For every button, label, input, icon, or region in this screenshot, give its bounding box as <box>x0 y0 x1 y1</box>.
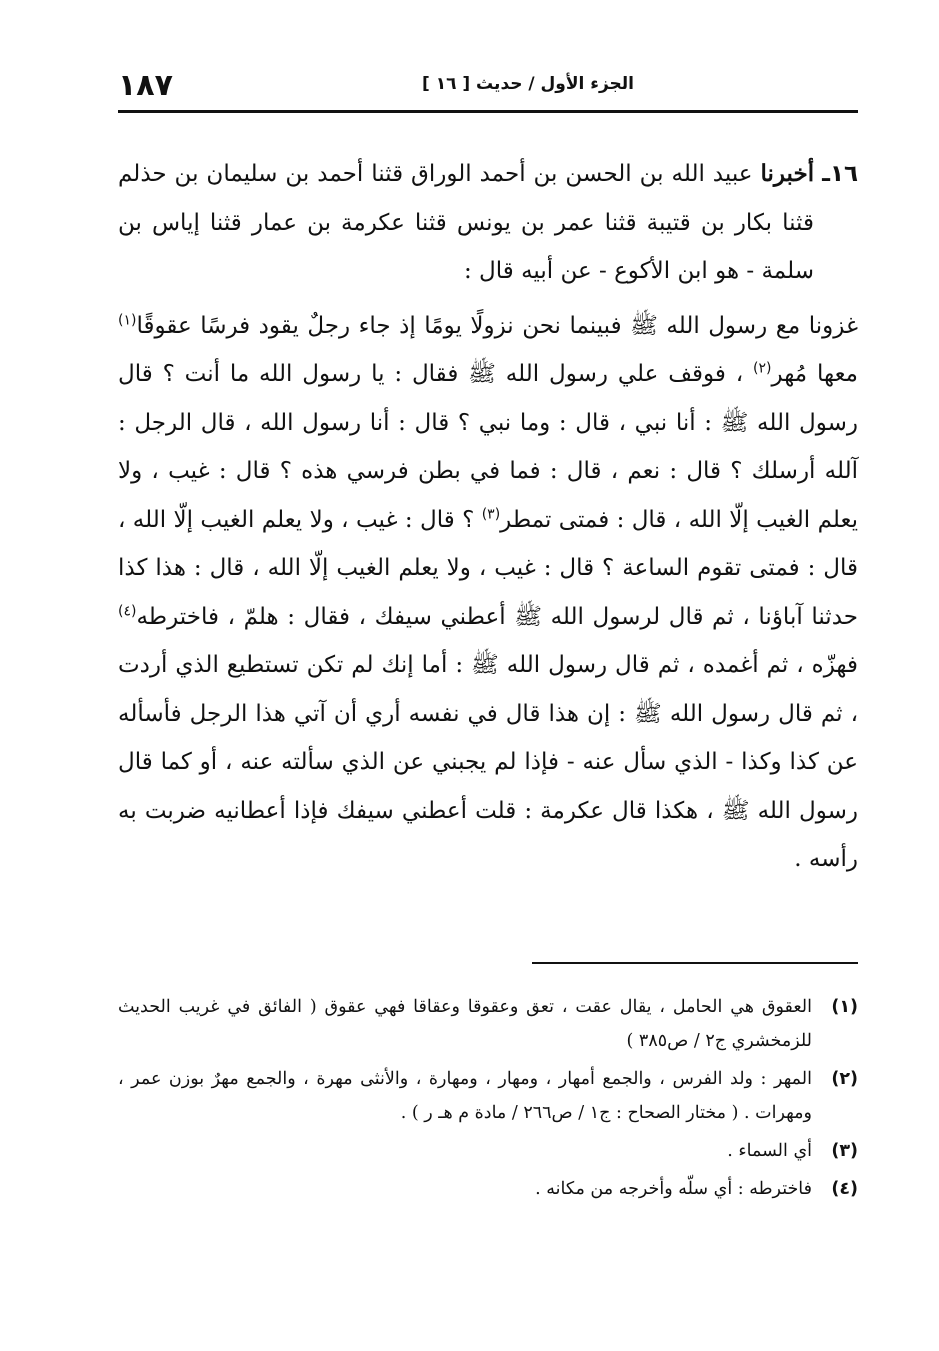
hadith-matn <box>118 302 858 884</box>
footnote-3 <box>118 1134 858 1168</box>
matn-segment: معها مُهر <box>771 361 858 387</box>
page-header <box>118 60 858 110</box>
footnote-2 <box>118 1062 858 1130</box>
footnote-ref-2: (٢) <box>753 360 772 377</box>
footnote-ref-1: (١) <box>118 311 137 328</box>
footnote-ref-3: (٣) <box>481 505 501 522</box>
footnote-mark: (١) <box>831 997 858 1017</box>
header-rule <box>118 110 858 113</box>
hadith-isnad <box>118 150 858 296</box>
footnote-separator <box>532 962 858 964</box>
hadith-lead-word: أخبرنا <box>760 160 815 187</box>
footnote-text: فاخترطه : أي سلّه وأخرجه من مكانه . <box>535 1179 812 1199</box>
hadith-number: ١٦ـ <box>822 161 859 187</box>
footnote-text: المهر : ولد الفرس ، والجمع أمهار ، ومهار ، ومهارة ، والأنثى مهرة ، والجمع مهرٌ بوزن عمر ، ومهرات . ( مختار الصحاح : ج١ / ص٢٦٦ / مادة م هـ ر ) . <box>118 1069 812 1123</box>
isnad-text: عبيد الله بن الحسن بن أحمد الوراق قثنا أحمد بن سليمان بن حذلم قثنا بكار بن قتيبة قثنا عمر بن يونس قثنا عكرمة بن عمار قثنا إياس بن سلمة - هو ابن الأكوع - عن أبيه قال : <box>118 161 814 284</box>
matn-segment: ، فوقف علي رسول الله ﷺ فقال : يا رسول الله ما أنت ؟ قال رسول الله ﷺ : أنا نبي ، قال : وما نبي ؟ قال : أنا رسول الله ، قال الرجل : آلله أرسلك ؟ قال : نعم ، قال : فما في بطن فرسي هذه ؟ قال : غيب ، ولا يعلم الغيب إلّا الله ، قال : فمتى تمطر <box>118 361 858 533</box>
footnote-1 <box>118 990 858 1058</box>
footnote-mark: (٣) <box>831 1141 858 1161</box>
footnote-text: أي السماء . <box>727 1141 812 1161</box>
matn-segment: غزونا مع رسول الله ﷺ فبينما نحن نزولًا يومًا إذ جاء رجلٌ يقود فرسًا عقوقًا <box>136 312 858 339</box>
footnote-4 <box>118 1172 858 1206</box>
footnote-text: العقوق هي الحامل ، يقال عقت ، تعق وعقوقا وعقاقا فهي عقوق ( الفائق في غريب الحديث للزمخشري ج٢ / ص٣٨٥ ) <box>118 997 812 1051</box>
footnotes <box>118 990 858 1210</box>
matn-segment: ؟ قال : غيب ، ولا يعلم الغيب إلّا الله ، قال : فمتى تقوم الساعة ؟ قال : غيب ، ولا يعلم الغيب إلّا الله ، قال : هذا كذا حدثنا آباؤنا ، ثم قال لرسول الله ﷺ أعطني سيفك ، فقال : هلمّ ، فاخترطه <box>118 506 858 630</box>
matn-segment: فهزّه ، ثم أغمده ، ثم قال رسول الله ﷺ : أما إنك لم تكن تستطيع الذي أردت ، ثم قال رسول الله ﷺ : إن هذا قال في نفسه أري أن آتي هذا الرجل فأسأله عن كذا وكذا - الذي سأل عنه - فإذا لم يجبني عن الذي سألته عنه ، أو كما قال رسول الله ﷺ ، هكذا قال عكرمة : قلت أعطني سيفك فإذا أعطانيه ضربت به رأسه . <box>118 652 858 872</box>
footnote-ref-4: (٤) <box>118 602 137 619</box>
page-number: ١٨٧ <box>118 68 173 103</box>
hadith-text <box>118 150 858 884</box>
footnote-mark: (٤) <box>831 1179 858 1199</box>
running-head: الجزء الأول / حديث [ ١٦ ] <box>421 74 635 94</box>
footnote-mark: (٢) <box>831 1069 858 1089</box>
